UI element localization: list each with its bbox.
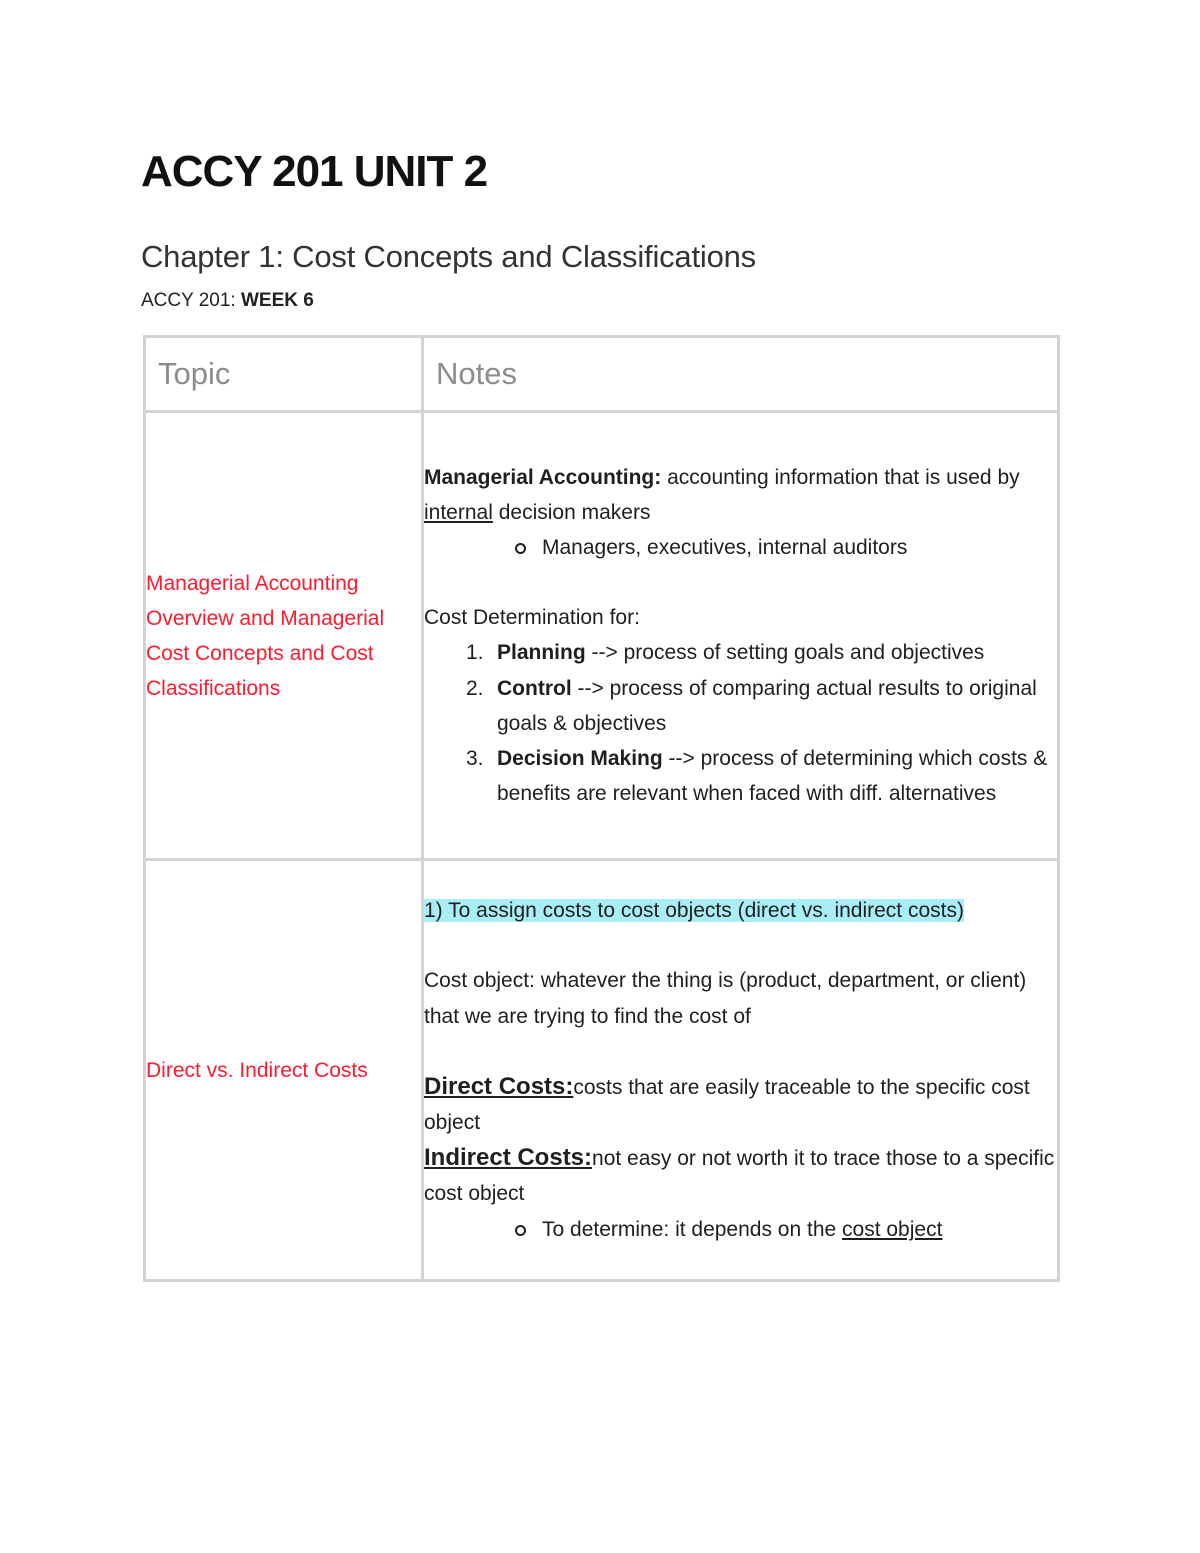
- direct-costs-text: costs that are easily traceable to the specific cost object: [424, 1075, 1030, 1134]
- chapter-title: Chapter 1: Cost Concepts and Classifications: [141, 239, 756, 274]
- week-label: WEEK 6: [240, 290, 314, 311]
- list-intro: Cost Determination for:: [424, 606, 640, 630]
- definition-underlined: internal: [424, 500, 493, 524]
- list-item: [424, 530, 1057, 565]
- sub-bullet-text: To determine: it depends on the: [542, 1217, 843, 1241]
- step-term: Planning: [497, 641, 586, 665]
- definition-text: accounting information that is used by: [661, 465, 1020, 489]
- step-term: Control: [497, 676, 572, 700]
- step-text: --> process of comparing actual results to original goals & objectives: [497, 676, 1037, 735]
- table-row: [145, 412, 1059, 860]
- spacer: [424, 565, 1057, 600]
- step-number: 2.: [466, 676, 484, 700]
- list-item: [424, 1212, 1057, 1247]
- course-prefix: ACCY 201:: [141, 290, 236, 311]
- notes-cell: [423, 412, 1059, 860]
- step-term: Decision Making: [497, 747, 663, 770]
- spacer: [424, 1034, 1057, 1069]
- indirect-costs-term: Indirect Costs:: [424, 1144, 593, 1172]
- table-header-row: [145, 337, 1059, 412]
- sub-bullet-text: Managers, executives, internal auditors: [542, 535, 908, 559]
- indirect-costs-text: not easy or not worth it to trace those to a specific cost object: [424, 1147, 1055, 1206]
- notes-table: [143, 335, 1060, 1282]
- document-title: ACCY 201 UNIT 2: [141, 147, 488, 196]
- week-line: [141, 288, 314, 314]
- step-number: 1.: [466, 641, 484, 665]
- cost-object-definition: Cost object: whatever the thing is (product, department, or client) that we are trying to find the cost of: [424, 969, 1027, 1028]
- highlight-paragraph: [424, 893, 1057, 928]
- highlighted-text: 1) To assign costs to cost objects (direct vs. indirect costs): [424, 899, 964, 923]
- direct-costs-term: Direct Costs:: [424, 1072, 574, 1100]
- table-row: [145, 860, 1059, 1281]
- header-notes: Notes: [423, 337, 1059, 412]
- topic-cell: Direct vs. Indirect Costs: [145, 860, 423, 1281]
- hollow-bullet-icon: [515, 543, 526, 554]
- hollow-bullet-icon: [515, 1225, 526, 1236]
- sub-bullet-underlined: cost object: [842, 1217, 943, 1241]
- step-text: --> process of setting goals and objectives: [585, 641, 985, 665]
- step-text: --> process of determining which costs & benefits are relevant when faced with diff. alternatives: [497, 747, 1048, 806]
- topic-cell: Managerial Accounting Overview and Managerial Cost Concepts and Cost Classifications: [145, 412, 423, 860]
- list-item: [424, 741, 1057, 811]
- notes-cell: [423, 860, 1059, 1281]
- list-item: [424, 635, 1057, 670]
- indirect-costs-paragraph: [424, 1140, 1057, 1211]
- list-item: [424, 671, 1057, 741]
- definition-paragraph: [424, 460, 1057, 530]
- spacer: [424, 928, 1057, 963]
- header-topic: Topic: [145, 337, 423, 412]
- step-number: 3.: [466, 747, 484, 770]
- definition-term: Managerial Accounting:: [424, 465, 662, 489]
- direct-costs-paragraph: [424, 1069, 1057, 1140]
- definition-text-end: decision makers: [492, 500, 651, 524]
- steps-list: [424, 635, 1057, 811]
